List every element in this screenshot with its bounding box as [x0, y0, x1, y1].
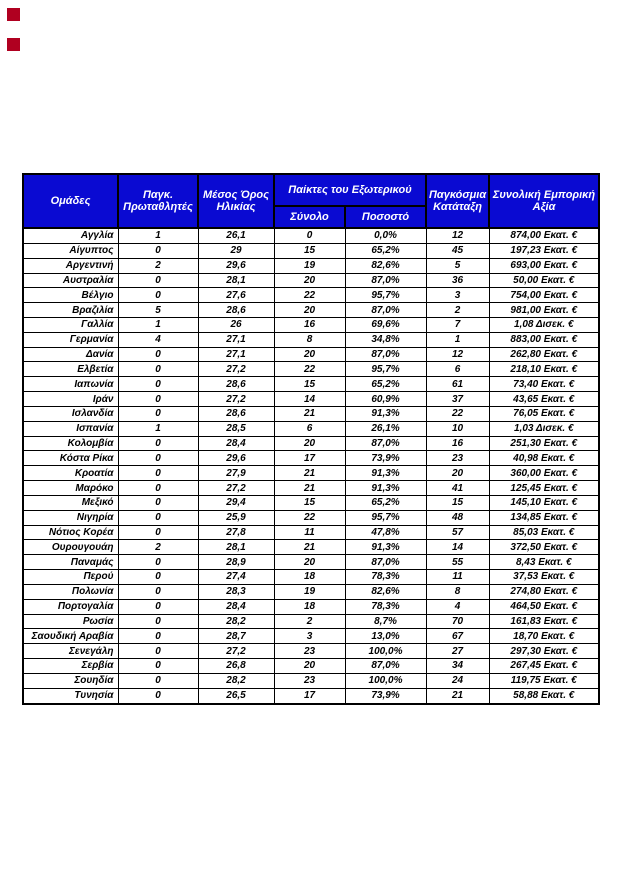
champions-cell: 0 — [118, 644, 198, 659]
avg-age-cell: 25,9 — [198, 510, 274, 525]
avg-age-cell: 27,6 — [198, 288, 274, 303]
abroad-total-cell: 22 — [274, 288, 345, 303]
market-value-cell: 218,10 Εκατ. € — [489, 362, 599, 377]
table-row — [23, 644, 599, 659]
market-value-cell: 197,23 Εκατ. € — [489, 243, 599, 258]
team-name-cell: Κόστα Ρίκα — [23, 451, 118, 466]
avg-age-cell: 29,4 — [198, 495, 274, 510]
abroad-percent-cell: 8,7% — [345, 614, 426, 629]
abroad-percent-cell: 34,8% — [345, 332, 426, 347]
table-row — [23, 406, 599, 421]
ranking-cell: 61 — [426, 377, 489, 392]
avg-age-cell: 27,2 — [198, 644, 274, 659]
champions-cell: 2 — [118, 540, 198, 555]
abroad-total-cell: 21 — [274, 540, 345, 555]
avg-age-cell: 26,1 — [198, 228, 274, 243]
ranking-cell: 36 — [426, 273, 489, 288]
abroad-percent-cell: 69,6% — [345, 318, 426, 333]
abroad-total-cell: 16 — [274, 318, 345, 333]
market-value-cell: 76,05 Εκατ. € — [489, 406, 599, 421]
champions-cell: 0 — [118, 584, 198, 599]
team-name-cell: Ισλανδία — [23, 406, 118, 421]
table-row — [23, 362, 599, 377]
abroad-total-cell: 20 — [274, 303, 345, 318]
champions-cell: 1 — [118, 421, 198, 436]
team-name-cell: Μεξικό — [23, 495, 118, 510]
abroad-total-cell: 14 — [274, 392, 345, 407]
abroad-total-cell: 21 — [274, 466, 345, 481]
avg-age-cell: 28,6 — [198, 303, 274, 318]
abroad-percent-cell: 95,7% — [345, 362, 426, 377]
avg-age-cell: 28,1 — [198, 540, 274, 555]
market-value-cell: 125,45 Εκατ. € — [489, 481, 599, 496]
team-name-cell: Πορτογαλία — [23, 599, 118, 614]
abroad-total-cell: 19 — [274, 258, 345, 273]
market-value-cell: 134,85 Εκατ. € — [489, 510, 599, 525]
avg-age-cell: 27,8 — [198, 525, 274, 540]
ranking-cell: 16 — [426, 436, 489, 451]
abroad-percent-cell: 87,0% — [345, 436, 426, 451]
abroad-percent-cell: 87,0% — [345, 555, 426, 570]
abroad-percent-cell: 87,0% — [345, 347, 426, 362]
table-row — [23, 584, 599, 599]
abroad-percent-cell: 0,0% — [345, 228, 426, 243]
red-square-marker — [7, 38, 20, 51]
champions-cell: 1 — [118, 318, 198, 333]
ranking-cell: 70 — [426, 614, 489, 629]
ranking-cell: 27 — [426, 644, 489, 659]
market-value-cell: 161,83 Εκατ. € — [489, 614, 599, 629]
ranking-cell: 4 — [426, 599, 489, 614]
team-name-cell: Ισπανία — [23, 421, 118, 436]
ranking-cell: 2 — [426, 303, 489, 318]
market-value-cell: 85,03 Εκατ. € — [489, 525, 599, 540]
champions-cell: 0 — [118, 688, 198, 704]
header-market-value: Συνολική Εμπορική Αξία — [489, 174, 599, 228]
ranking-cell: 20 — [426, 466, 489, 481]
ranking-cell: 34 — [426, 659, 489, 674]
abroad-total-cell: 19 — [274, 584, 345, 599]
abroad-total-cell: 15 — [274, 243, 345, 258]
market-value-cell: 297,30 Εκατ. € — [489, 644, 599, 659]
market-value-cell: 1,03 Δισεκ. € — [489, 421, 599, 436]
market-value-cell: 693,00 Εκατ. € — [489, 258, 599, 273]
ranking-cell: 57 — [426, 525, 489, 540]
team-name-cell: Αυστραλία — [23, 273, 118, 288]
ranking-cell: 8 — [426, 584, 489, 599]
abroad-total-cell: 20 — [274, 659, 345, 674]
champions-cell: 0 — [118, 392, 198, 407]
champions-cell: 0 — [118, 599, 198, 614]
team-name-cell: Σερβία — [23, 659, 118, 674]
avg-age-cell: 27,2 — [198, 392, 274, 407]
market-value-cell: 372,50 Εκατ. € — [489, 540, 599, 555]
table-row — [23, 495, 599, 510]
ranking-cell: 41 — [426, 481, 489, 496]
market-value-cell: 73,40 Εκατ. € — [489, 377, 599, 392]
team-name-cell: Βέλγιο — [23, 288, 118, 303]
market-value-cell: 262,80 Εκατ. € — [489, 347, 599, 362]
abroad-total-cell: 20 — [274, 436, 345, 451]
avg-age-cell: 27,2 — [198, 481, 274, 496]
avg-age-cell: 29 — [198, 243, 274, 258]
abroad-percent-cell: 87,0% — [345, 273, 426, 288]
team-name-cell: Ιράν — [23, 392, 118, 407]
market-value-cell: 251,30 Εκατ. € — [489, 436, 599, 451]
ranking-cell: 1 — [426, 332, 489, 347]
abroad-total-cell: 2 — [274, 614, 345, 629]
table-row — [23, 510, 599, 525]
avg-age-cell: 27,1 — [198, 347, 274, 362]
team-name-cell: Νιγηρία — [23, 510, 118, 525]
champions-cell: 1 — [118, 228, 198, 243]
market-value-cell: 50,00 Εκατ. € — [489, 273, 599, 288]
avg-age-cell: 29,6 — [198, 451, 274, 466]
ranking-cell: 45 — [426, 243, 489, 258]
table-row — [23, 377, 599, 392]
abroad-total-cell: 22 — [274, 362, 345, 377]
team-name-cell: Γαλλία — [23, 318, 118, 333]
market-value-cell: 145,10 Εκατ. € — [489, 495, 599, 510]
table-row — [23, 243, 599, 258]
champions-cell: 0 — [118, 451, 198, 466]
abroad-total-cell: 23 — [274, 644, 345, 659]
team-name-cell: Βραζιλία — [23, 303, 118, 318]
abroad-total-cell: 23 — [274, 673, 345, 688]
abroad-total-cell: 20 — [274, 347, 345, 362]
team-name-cell: Νότιος Κορέα — [23, 525, 118, 540]
abroad-total-cell: 18 — [274, 570, 345, 585]
table-row — [23, 332, 599, 347]
team-name-cell: Σενεγάλη — [23, 644, 118, 659]
avg-age-cell: 28,4 — [198, 436, 274, 451]
abroad-percent-cell: 60,9% — [345, 392, 426, 407]
team-name-cell: Κολομβία — [23, 436, 118, 451]
champions-cell: 0 — [118, 510, 198, 525]
ranking-cell: 10 — [426, 421, 489, 436]
avg-age-cell: 28,6 — [198, 377, 274, 392]
table-header — [23, 174, 599, 228]
avg-age-cell: 28,7 — [198, 629, 274, 644]
champions-cell: 5 — [118, 303, 198, 318]
champions-cell: 0 — [118, 436, 198, 451]
abroad-percent-cell: 91,3% — [345, 466, 426, 481]
market-value-cell: 119,75 Εκατ. € — [489, 673, 599, 688]
abroad-percent-cell: 91,3% — [345, 540, 426, 555]
market-value-cell: 981,00 Εκατ. € — [489, 303, 599, 318]
abroad-total-cell: 21 — [274, 481, 345, 496]
champions-cell: 0 — [118, 629, 198, 644]
team-name-cell: Σαουδική Αραβία — [23, 629, 118, 644]
abroad-percent-cell: 100,0% — [345, 644, 426, 659]
market-value-cell: 360,00 Εκατ. € — [489, 466, 599, 481]
avg-age-cell: 28,2 — [198, 614, 274, 629]
ranking-cell: 12 — [426, 347, 489, 362]
abroad-total-cell: 17 — [274, 688, 345, 704]
avg-age-cell: 28,4 — [198, 599, 274, 614]
team-name-cell: Μαρόκο — [23, 481, 118, 496]
ranking-cell: 12 — [426, 228, 489, 243]
team-name-cell: Ουρουγουάη — [23, 540, 118, 555]
ranking-cell: 11 — [426, 570, 489, 585]
champions-cell: 0 — [118, 614, 198, 629]
champions-cell: 0 — [118, 347, 198, 362]
header-world-champions: Παγκ. Πρωταθλητές — [118, 174, 198, 228]
team-name-cell: Σουηδία — [23, 673, 118, 688]
abroad-percent-cell: 73,9% — [345, 688, 426, 704]
avg-age-cell: 27,9 — [198, 466, 274, 481]
table-row — [23, 392, 599, 407]
header-total: Σύνολο — [274, 206, 345, 228]
avg-age-cell: 28,9 — [198, 555, 274, 570]
team-name-cell: Περού — [23, 570, 118, 585]
table-row — [23, 481, 599, 496]
ranking-cell: 48 — [426, 510, 489, 525]
table-row — [23, 570, 599, 585]
team-name-cell: Ιαπωνία — [23, 377, 118, 392]
team-name-cell: Πολωνία — [23, 584, 118, 599]
champions-cell: 0 — [118, 273, 198, 288]
table-row — [23, 525, 599, 540]
abroad-percent-cell: 95,7% — [345, 510, 426, 525]
ranking-cell: 55 — [426, 555, 489, 570]
abroad-percent-cell: 26,1% — [345, 421, 426, 436]
champions-cell: 0 — [118, 659, 198, 674]
abroad-percent-cell: 65,2% — [345, 495, 426, 510]
table-row — [23, 466, 599, 481]
table-row — [23, 614, 599, 629]
table-row — [23, 258, 599, 273]
abroad-total-cell: 8 — [274, 332, 345, 347]
abroad-percent-cell: 78,3% — [345, 570, 426, 585]
team-name-cell: Αίγυπτος — [23, 243, 118, 258]
team-name-cell: Παναμάς — [23, 555, 118, 570]
ranking-cell: 3 — [426, 288, 489, 303]
avg-age-cell: 27,4 — [198, 570, 274, 585]
abroad-total-cell: 22 — [274, 510, 345, 525]
table-row — [23, 436, 599, 451]
ranking-cell: 37 — [426, 392, 489, 407]
ranking-cell: 15 — [426, 495, 489, 510]
champions-cell: 0 — [118, 673, 198, 688]
champions-cell: 0 — [118, 377, 198, 392]
champions-cell: 0 — [118, 406, 198, 421]
abroad-percent-cell: 87,0% — [345, 303, 426, 318]
team-name-cell: Αργεντινή — [23, 258, 118, 273]
market-value-cell: 274,80 Εκατ. € — [489, 584, 599, 599]
avg-age-cell: 28,2 — [198, 673, 274, 688]
abroad-percent-cell: 91,3% — [345, 481, 426, 496]
avg-age-cell: 29,6 — [198, 258, 274, 273]
abroad-total-cell: 6 — [274, 421, 345, 436]
market-value-cell: 8,43 Εκατ. € — [489, 555, 599, 570]
table-row — [23, 555, 599, 570]
table-row — [23, 540, 599, 555]
abroad-percent-cell: 65,2% — [345, 243, 426, 258]
table-body — [23, 228, 599, 704]
champions-cell: 0 — [118, 288, 198, 303]
market-value-cell: 464,50 Εκατ. € — [489, 599, 599, 614]
table-row — [23, 347, 599, 362]
ranking-cell: 5 — [426, 258, 489, 273]
team-name-cell: Αγγλία — [23, 228, 118, 243]
abroad-percent-cell: 100,0% — [345, 673, 426, 688]
abroad-percent-cell: 82,6% — [345, 584, 426, 599]
avg-age-cell: 28,6 — [198, 406, 274, 421]
ranking-cell: 21 — [426, 688, 489, 704]
avg-age-cell: 26 — [198, 318, 274, 333]
abroad-percent-cell: 78,3% — [345, 599, 426, 614]
table-row — [23, 318, 599, 333]
team-name-cell: Γερμανία — [23, 332, 118, 347]
table-row — [23, 288, 599, 303]
market-value-cell: 267,45 Εκατ. € — [489, 659, 599, 674]
ranking-cell: 14 — [426, 540, 489, 555]
table-row — [23, 599, 599, 614]
header-avg-age: Μέσος Όρος Ηλικίας — [198, 174, 274, 228]
abroad-total-cell: 21 — [274, 406, 345, 421]
teams-data-table — [22, 173, 600, 705]
abroad-percent-cell: 82,6% — [345, 258, 426, 273]
abroad-percent-cell: 91,3% — [345, 406, 426, 421]
header-teams: Ομάδες — [23, 174, 118, 228]
table-row — [23, 228, 599, 243]
team-name-cell: Ρωσία — [23, 614, 118, 629]
abroad-percent-cell: 95,7% — [345, 288, 426, 303]
abroad-percent-cell: 73,9% — [345, 451, 426, 466]
abroad-total-cell: 15 — [274, 377, 345, 392]
avg-age-cell: 28,3 — [198, 584, 274, 599]
team-name-cell: Τυνησία — [23, 688, 118, 704]
table-row — [23, 673, 599, 688]
abroad-total-cell: 11 — [274, 525, 345, 540]
table-row — [23, 421, 599, 436]
champions-cell: 0 — [118, 495, 198, 510]
champions-cell: 2 — [118, 258, 198, 273]
abroad-total-cell: 20 — [274, 273, 345, 288]
champions-cell: 4 — [118, 332, 198, 347]
team-name-cell: Δανία — [23, 347, 118, 362]
ranking-cell: 6 — [426, 362, 489, 377]
avg-age-cell: 28,1 — [198, 273, 274, 288]
avg-age-cell: 27,1 — [198, 332, 274, 347]
market-value-cell: 37,53 Εκατ. € — [489, 570, 599, 585]
ranking-cell: 23 — [426, 451, 489, 466]
champions-cell: 0 — [118, 525, 198, 540]
abroad-total-cell: 3 — [274, 629, 345, 644]
abroad-percent-cell: 87,0% — [345, 659, 426, 674]
abroad-total-cell: 0 — [274, 228, 345, 243]
abroad-total-cell: 15 — [274, 495, 345, 510]
table-row — [23, 273, 599, 288]
red-square-marker — [7, 8, 20, 21]
header-world-ranking: Παγκόσμια Κατάταξη — [426, 174, 489, 228]
champions-cell: 0 — [118, 555, 198, 570]
abroad-total-cell: 20 — [274, 555, 345, 570]
header-percent: Ποσοστό — [345, 206, 426, 228]
market-value-cell: 40,98 Εκατ. € — [489, 451, 599, 466]
avg-age-cell: 27,2 — [198, 362, 274, 377]
team-name-cell: Κροατία — [23, 466, 118, 481]
abroad-total-cell: 17 — [274, 451, 345, 466]
team-name-cell: Ελβετία — [23, 362, 118, 377]
avg-age-cell: 26,8 — [198, 659, 274, 674]
table-row — [23, 303, 599, 318]
champions-cell: 0 — [118, 466, 198, 481]
market-value-cell: 1,08 Δισεκ. € — [489, 318, 599, 333]
champions-cell: 0 — [118, 481, 198, 496]
market-value-cell: 18,70 Εκατ. € — [489, 629, 599, 644]
market-value-cell: 874,00 Εκατ. € — [489, 228, 599, 243]
table-row — [23, 659, 599, 674]
ranking-cell: 67 — [426, 629, 489, 644]
market-value-cell: 883,00 Εκατ. € — [489, 332, 599, 347]
ranking-cell: 24 — [426, 673, 489, 688]
avg-age-cell: 28,5 — [198, 421, 274, 436]
champions-cell: 0 — [118, 243, 198, 258]
table-row — [23, 451, 599, 466]
table-row — [23, 629, 599, 644]
ranking-cell: 22 — [426, 406, 489, 421]
champions-cell: 0 — [118, 362, 198, 377]
abroad-percent-cell: 13,0% — [345, 629, 426, 644]
market-value-cell: 58,88 Εκατ. € — [489, 688, 599, 704]
champions-cell: 0 — [118, 570, 198, 585]
abroad-percent-cell: 47,8% — [345, 525, 426, 540]
abroad-total-cell: 18 — [274, 599, 345, 614]
abroad-percent-cell: 65,2% — [345, 377, 426, 392]
table-row — [23, 688, 599, 704]
header-players-abroad: Παίκτες του Εξωτερικού — [274, 174, 426, 206]
avg-age-cell: 26,5 — [198, 688, 274, 704]
market-value-cell: 754,00 Εκατ. € — [489, 288, 599, 303]
market-value-cell: 43,65 Εκατ. € — [489, 392, 599, 407]
ranking-cell: 7 — [426, 318, 489, 333]
